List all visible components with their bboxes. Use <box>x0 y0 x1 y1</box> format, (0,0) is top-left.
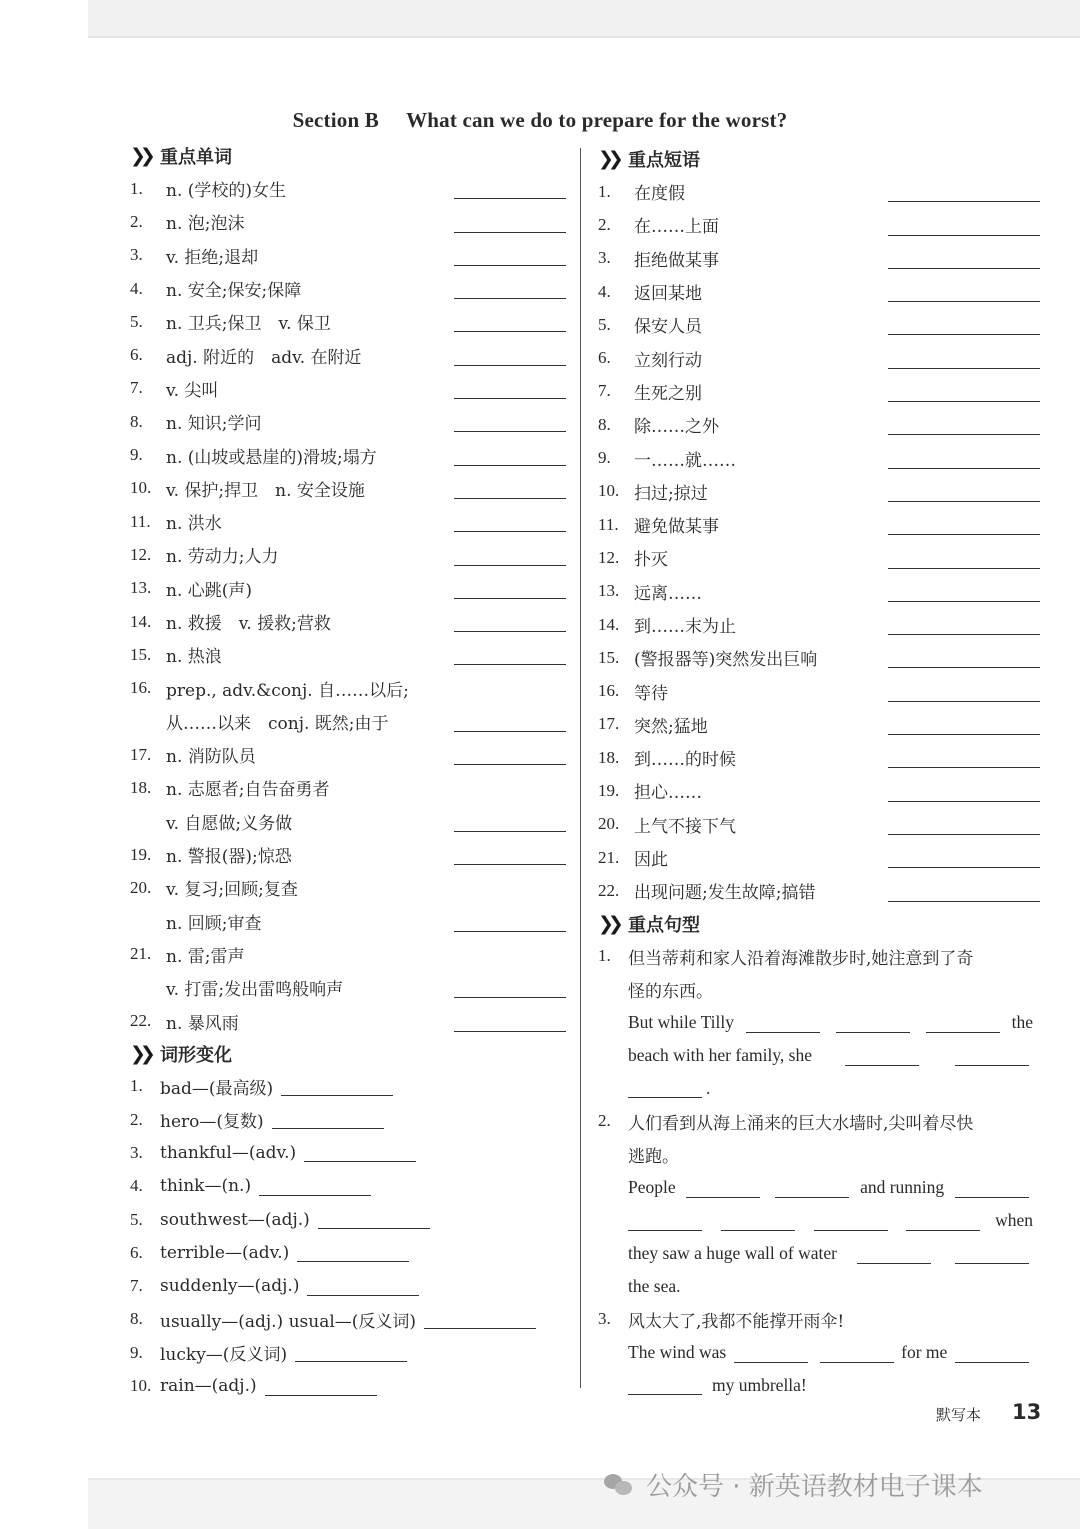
item-number: 1. <box>598 181 611 201</box>
item-number: 7. <box>130 378 143 398</box>
item-number: 4. <box>130 1176 143 1196</box>
answer-blank[interactable] <box>746 1014 820 1033</box>
item-number: 12. <box>598 547 620 567</box>
wordform-item <box>130 1369 566 1402</box>
sentence-en: People <box>628 1176 676 1197</box>
item-number: 11. <box>130 511 151 531</box>
sentence-number: 2. <box>598 1111 611 1131</box>
item-text: n. 热浪 <box>166 647 222 668</box>
vocab-item <box>130 671 566 704</box>
vocab-item <box>130 771 566 804</box>
answer-blank[interactable] <box>454 730 566 732</box>
answer-blank[interactable] <box>955 1047 1029 1066</box>
item-text: n. 暴风雨 <box>166 1013 239 1034</box>
item-text: suddenly—(adj.) <box>160 1276 300 1297</box>
phrase-item <box>598 575 1040 608</box>
answer-blank[interactable] <box>628 1212 702 1231</box>
answer-blank[interactable] <box>836 1014 910 1033</box>
answer-blank[interactable] <box>454 863 566 865</box>
phrase-item <box>598 674 1040 707</box>
answer-blank[interactable] <box>454 530 566 532</box>
top-scan-band <box>88 0 1080 38</box>
answer-blank[interactable] <box>297 1243 409 1262</box>
item-number: 11. <box>598 514 619 534</box>
item-text: 从……以来 conj. 既然;由于 <box>166 713 389 734</box>
phrase-item <box>598 408 1040 441</box>
wordform-item <box>130 1103 566 1136</box>
item-number: 20. <box>130 877 152 897</box>
answer-blank[interactable] <box>775 1179 849 1198</box>
answer-blank[interactable] <box>888 433 1040 435</box>
item-text: n. (学校的)女生 <box>166 181 287 202</box>
item-number: 10. <box>130 1376 152 1396</box>
item-text: 除……之外 <box>634 417 719 438</box>
section-question: What can we do to prepare for the worst? <box>406 108 788 132</box>
vocab-list <box>130 172 566 1038</box>
item-text: lucky—(反义词) <box>160 1345 288 1366</box>
sentence-en: the <box>1011 1011 1033 1032</box>
vocab-item <box>130 938 566 971</box>
answer-blank[interactable] <box>454 264 566 266</box>
wordform-heading: ❯❯ 词形变化 <box>130 1042 232 1066</box>
wordform-item <box>130 1070 566 1103</box>
answer-blank[interactable] <box>454 930 566 932</box>
answer-blank[interactable] <box>888 633 1040 635</box>
vocab-item <box>130 971 566 1004</box>
item-text: n. 救援 v. 援救;营救 <box>166 614 331 634</box>
item-number: 3. <box>598 248 611 268</box>
answer-blank[interactable] <box>955 1245 1029 1264</box>
item-number: 3. <box>130 1142 143 1162</box>
wordform-item <box>130 1236 566 1269</box>
phrase-item <box>598 741 1040 774</box>
answer-blank[interactable] <box>307 1277 419 1296</box>
page-number: 13 <box>1012 1400 1042 1424</box>
item-text: 到……末为止 <box>634 617 736 637</box>
double-chevron-icon: ❯❯ <box>598 148 618 170</box>
answer-blank[interactable] <box>888 533 1040 535</box>
answer-blank[interactable] <box>888 766 1040 768</box>
item-number: 8. <box>598 414 611 434</box>
wechat-icon <box>604 1472 634 1498</box>
item-number: 1. <box>130 178 143 198</box>
sentence-en: my umbrella! <box>712 1374 807 1395</box>
phrase-item <box>598 708 1040 741</box>
item-text: (警报器等)突然发出巨响 <box>634 650 818 671</box>
item-number: 10. <box>598 481 620 501</box>
answer-blank[interactable] <box>318 1210 430 1229</box>
answer-blank[interactable] <box>454 1030 566 1032</box>
item-text: n. 志愿者;自告奋勇者 <box>166 780 330 801</box>
sentence-en: beach with her family, she <box>628 1044 813 1065</box>
item-number: 16. <box>130 678 152 698</box>
answer-blank[interactable] <box>454 297 566 299</box>
column-divider <box>580 148 581 1388</box>
item-text: n. (山坡或悬崖的)滑坡;塌方 <box>166 447 377 468</box>
answer-blank[interactable] <box>454 630 566 632</box>
answer-blank[interactable] <box>259 1177 371 1196</box>
sentence-cn: 人们看到从海上涌来的巨大水墙时,尖叫着尽快 <box>628 1113 974 1134</box>
sentence-heading: ❯❯ 重点句型 <box>598 912 700 936</box>
item-number: 17. <box>130 744 152 764</box>
item-number: 22. <box>598 880 620 900</box>
item-text: n. 劳动力;人力 <box>166 547 279 568</box>
phrase-item <box>598 541 1040 574</box>
answer-blank[interactable] <box>454 364 566 366</box>
answer-blank[interactable] <box>454 231 566 233</box>
answer-blank[interactable] <box>424 1310 536 1329</box>
answer-blank[interactable] <box>628 1079 702 1098</box>
item-number: 8. <box>130 411 143 431</box>
item-number: 2. <box>130 1109 143 1129</box>
item-number: 22. <box>130 1011 152 1031</box>
answer-blank[interactable] <box>955 1344 1029 1363</box>
answer-blank[interactable] <box>888 267 1040 269</box>
vocab-item <box>130 738 566 771</box>
sentence-en: and running <box>860 1176 945 1197</box>
vocab-item <box>130 805 566 838</box>
item-text: v. 复习;回顾;复查 <box>166 880 298 901</box>
sentence-en: . <box>706 1077 711 1098</box>
phrase-item <box>598 508 1040 541</box>
vocab-item <box>130 272 566 305</box>
item-text: n. 洪水 <box>166 514 222 535</box>
phrase-item <box>598 308 1040 341</box>
footer-label: 默写本 <box>936 1406 982 1424</box>
item-number: 6. <box>130 345 143 365</box>
phrase-item <box>598 475 1040 508</box>
item-text: southwest—(adj.) <box>160 1209 310 1230</box>
item-number: 1. <box>130 1076 143 1096</box>
item-text: v. 拒绝;退却 <box>166 247 259 268</box>
sentence-en: the sea. <box>628 1275 681 1296</box>
answer-blank[interactable] <box>454 464 566 466</box>
item-text: 在……上面 <box>634 217 719 238</box>
answer-blank[interactable] <box>888 567 1040 569</box>
item-number: 6. <box>598 348 611 368</box>
section-title <box>0 108 1080 133</box>
vocab-item <box>130 472 566 505</box>
item-text: n. 心跳(声) <box>166 580 253 601</box>
item-text: bad—(最高级) <box>160 1078 274 1099</box>
item-text: 返回某地 <box>634 284 702 305</box>
answer-blank[interactable] <box>888 200 1040 202</box>
sentence-cn: 逃跑。 <box>628 1146 679 1167</box>
item-text: thankful—(adv.) <box>160 1142 297 1163</box>
item-text: 上气不接下气 <box>634 816 736 837</box>
item-text: 避免做某事 <box>634 517 719 538</box>
item-text: 扫过;掠过 <box>634 483 708 504</box>
item-number: 2. <box>130 211 143 231</box>
answer-blank[interactable] <box>295 1343 407 1362</box>
item-number: 17. <box>598 714 620 734</box>
wordform-item <box>130 1170 566 1203</box>
item-text: v. 尖叫 <box>166 380 219 401</box>
answer-blank[interactable] <box>454 996 566 998</box>
item-text: n. 警报(器);惊恐 <box>166 847 292 868</box>
wordform-list <box>130 1070 566 1403</box>
sentence-en: they saw a huge wall of water <box>628 1242 837 1263</box>
item-text: v. 打雷;发出雷鸣般响声 <box>166 980 344 1001</box>
answer-blank[interactable] <box>888 600 1040 602</box>
item-number: 5. <box>598 314 611 334</box>
item-text: 拒绝做某事 <box>634 250 719 271</box>
vocab-heading: ❯❯ 重点单词 <box>130 145 232 168</box>
watermark <box>604 1466 983 1503</box>
item-number: 4. <box>598 281 611 301</box>
sentence-number: 1. <box>598 946 611 966</box>
item-number: 13. <box>130 578 152 598</box>
vocab-item <box>130 372 566 405</box>
item-text: n. 安全;保安;保障 <box>166 281 302 302</box>
item-text: n. 雷;雷声 <box>166 946 245 967</box>
double-chevron-icon: ❯❯ <box>130 145 150 167</box>
item-number: 5. <box>130 311 143 331</box>
vocab-item <box>130 538 566 571</box>
watermark-text: 公众号 · 新英语教材电子课本 <box>646 1472 983 1502</box>
item-text: adj. 附近的 adv. 在附近 <box>166 347 362 368</box>
phrase-item <box>598 608 1040 641</box>
item-text: usually—(adj.) usual—(反义词) <box>160 1311 417 1332</box>
vocab-item <box>130 705 566 738</box>
double-chevron-icon: ❯❯ <box>598 912 618 935</box>
item-text: 担心…… <box>634 783 702 804</box>
wordform-item <box>130 1303 566 1336</box>
answer-blank[interactable] <box>454 397 566 399</box>
item-text: think—(n.) <box>160 1176 252 1197</box>
answer-blank[interactable] <box>820 1344 894 1363</box>
sentence-en: when <box>995 1209 1033 1230</box>
item-number: 7. <box>598 381 611 401</box>
item-number: 14. <box>598 614 620 634</box>
item-number: 13. <box>598 581 620 601</box>
item-number: 9. <box>598 448 611 468</box>
answer-blank[interactable] <box>926 1014 1000 1033</box>
vocab-item <box>130 205 566 238</box>
answer-blank[interactable] <box>454 763 566 765</box>
phrase-list <box>598 175 1040 908</box>
item-number: 15. <box>130 644 152 664</box>
answer-blank[interactable] <box>304 1143 416 1162</box>
answer-blank[interactable] <box>265 1377 377 1396</box>
answer-blank[interactable] <box>454 597 566 599</box>
item-text: 出现问题;发生故障;搞错 <box>634 883 816 904</box>
sentence-block-2 <box>598 1105 1040 1303</box>
item-number: 18. <box>598 747 620 767</box>
answer-blank[interactable] <box>888 500 1040 502</box>
sentence-en: for me <box>901 1341 948 1362</box>
item-text: 因此 <box>634 850 668 871</box>
answer-blank[interactable] <box>454 497 566 499</box>
answer-blank[interactable] <box>888 866 1040 868</box>
item-text: rain—(adj.) <box>160 1376 257 1397</box>
item-number: 21. <box>598 847 620 867</box>
item-text: n. 卫兵;保卫 v. 保卫 <box>166 314 331 335</box>
vocab-item <box>130 505 566 538</box>
vocab-item <box>130 605 566 638</box>
answer-blank[interactable] <box>454 197 566 199</box>
answer-blank[interactable] <box>888 900 1040 902</box>
sentence-cn: 但当蒂莉和家人沿着海滩散步时,她注意到了奇 <box>628 948 974 969</box>
left-column <box>130 140 566 1403</box>
answer-blank[interactable] <box>888 666 1040 668</box>
answer-blank[interactable] <box>888 234 1040 236</box>
item-number: 18. <box>130 777 152 797</box>
item-text: terrible—(adv.) <box>160 1242 290 1263</box>
vocab-item <box>130 1004 566 1037</box>
sentence-en: But while Tilly <box>628 1011 735 1032</box>
vocab-item <box>130 638 566 671</box>
answer-blank[interactable] <box>686 1179 760 1198</box>
answer-blank[interactable] <box>845 1047 919 1066</box>
answer-blank[interactable] <box>888 400 1040 402</box>
vocab-item <box>130 239 566 272</box>
vocab-item <box>130 172 566 205</box>
answer-blank[interactable] <box>888 733 1040 735</box>
vocab-item <box>130 905 566 938</box>
answer-blank[interactable] <box>814 1212 888 1231</box>
phrase-item <box>598 275 1040 308</box>
right-column <box>598 143 1040 1402</box>
item-text: v. 自愿做;义务做 <box>166 813 293 834</box>
item-number: 20. <box>598 814 620 834</box>
sentence-en: The wind was <box>628 1341 727 1362</box>
item-number: 16. <box>598 681 620 701</box>
item-number: 6. <box>130 1242 143 1262</box>
phrase-item <box>598 874 1040 907</box>
phrase-item <box>598 841 1040 874</box>
item-number: 19. <box>130 844 152 864</box>
vocab-item <box>130 305 566 338</box>
phrase-item <box>598 774 1040 807</box>
answer-blank[interactable] <box>454 330 566 332</box>
answer-blank[interactable] <box>734 1344 808 1363</box>
answer-blank[interactable] <box>888 800 1040 802</box>
item-number: 14. <box>130 611 152 631</box>
answer-blank[interactable] <box>454 663 566 665</box>
answer-blank[interactable] <box>955 1179 1029 1198</box>
wordform-item <box>130 1336 566 1369</box>
item-text: 扑灭 <box>634 550 668 571</box>
answer-blank[interactable] <box>888 300 1040 302</box>
item-text: 到……的时候 <box>634 750 736 771</box>
item-text: 在度假 <box>634 184 685 205</box>
item-text: 等待 <box>634 683 668 704</box>
answer-blank[interactable] <box>888 367 1040 369</box>
answer-blank[interactable] <box>281 1077 393 1096</box>
item-text: n. 消防队员 <box>166 747 256 768</box>
phrase-heading: ❯❯ 重点短语 <box>598 148 700 171</box>
vocab-item <box>130 871 566 904</box>
phrase-item <box>598 375 1040 408</box>
sentence-block-3 <box>598 1303 1040 1402</box>
item-text: v. 保护;捍卫 n. 安全设施 <box>166 480 365 501</box>
phrase-item <box>598 242 1040 275</box>
item-text: 保安人员 <box>634 317 702 338</box>
vocab-item <box>130 572 566 605</box>
item-number: 4. <box>130 278 143 298</box>
item-text: 生死之别 <box>634 383 702 404</box>
phrase-item <box>598 441 1040 474</box>
answer-blank[interactable] <box>888 333 1040 335</box>
item-text: n. 泡;泡沫 <box>166 214 245 235</box>
item-number: 5. <box>130 1209 143 1229</box>
phrase-item <box>598 175 1040 208</box>
item-text: n. 知识;学问 <box>166 414 262 435</box>
answer-blank[interactable] <box>888 833 1040 835</box>
answer-blank[interactable] <box>888 467 1040 469</box>
item-text: 立刻行动 <box>634 350 702 371</box>
item-number: 9. <box>130 1342 143 1362</box>
vocab-item <box>130 838 566 871</box>
answer-blank[interactable] <box>857 1245 931 1264</box>
wordform-item <box>130 1136 566 1169</box>
item-text: 远离…… <box>634 583 702 604</box>
item-number: 19. <box>598 780 620 800</box>
vocab-item <box>130 438 566 471</box>
item-text: prep., adv.&conj. 自……以后; <box>166 680 409 701</box>
item-number: 8. <box>130 1309 143 1329</box>
phrase-item <box>598 808 1040 841</box>
answer-blank[interactable] <box>721 1212 795 1231</box>
sentence-block-1 <box>598 940 1040 1105</box>
answer-blank[interactable] <box>888 700 1040 702</box>
vocab-item <box>130 338 566 371</box>
sentence-cn: 怪的东西。 <box>628 981 713 1002</box>
item-text: n. 回顾;审查 <box>166 913 262 934</box>
answer-blank[interactable] <box>628 1376 702 1395</box>
item-number: 15. <box>598 647 620 667</box>
answer-blank[interactable] <box>454 430 566 432</box>
item-number: 21. <box>130 944 152 964</box>
phrase-item <box>598 208 1040 241</box>
double-chevron-icon: ❯❯ <box>130 1042 150 1065</box>
item-number: 7. <box>130 1276 143 1296</box>
item-number: 12. <box>130 544 152 564</box>
item-text: 突然;猛地 <box>634 716 708 737</box>
answer-blank[interactable] <box>906 1212 980 1231</box>
answer-blank[interactable] <box>272 1110 384 1129</box>
item-number: 3. <box>130 245 143 265</box>
phrase-item <box>598 641 1040 674</box>
answer-blank[interactable] <box>454 564 566 566</box>
sentence-number: 3. <box>598 1309 611 1329</box>
sentence-cn: 风太大了,我都不能撑开雨伞! <box>628 1311 845 1332</box>
item-text: 一……就…… <box>634 450 736 471</box>
section-label: Section B <box>292 108 379 132</box>
item-number: 10. <box>130 478 152 498</box>
phrase-item <box>598 341 1040 374</box>
vocab-item <box>130 405 566 438</box>
item-number: 9. <box>130 445 143 465</box>
wordform-item <box>130 1270 566 1303</box>
item-number: 2. <box>598 214 611 234</box>
answer-blank[interactable] <box>454 830 566 832</box>
item-text: hero—(复数) <box>160 1112 264 1133</box>
wordform-item <box>130 1203 566 1236</box>
